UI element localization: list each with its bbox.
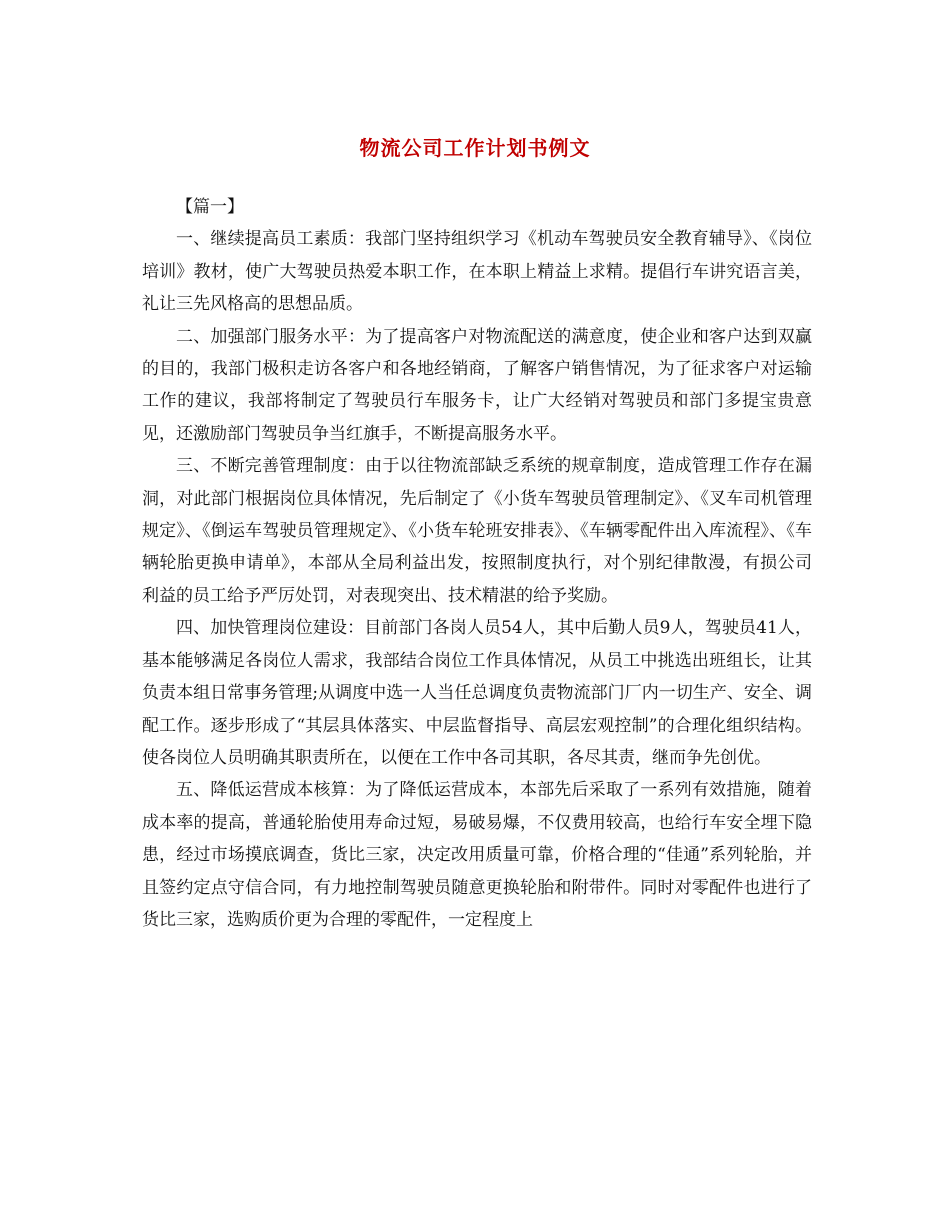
paragraph-service-level: 二、加强部门服务水平：为了提高客户对物流配送的满意度，使企业和客户达到双赢的目的，我部门极积走访各客户和各地经销商，了解客户销售情况，为了征求客户对运输工作的建议，我部将制定了驾驶员行车服务卡，让广大经销对驾驶员和部门多提宝贵意见，还激励部门驾驶员争当红旗手，不断提高服务水平。	[142, 326, 812, 444]
document-body	[142, 191, 812, 936]
paragraph-post-construction: 四、加快管理岗位建设：目前部门各岗人员54人，其中后勤人员9人，驾驶员41人，基本能够满足各岗位人需求，我部结合岗位工作具体情况，从员工中挑选出班组长，让其负责本组日常事务管理;从调度中选一人当任总调度负责物流部门厂内一切生产、安全、调配工作。逐步形成了“其层具体落实、中层监督指导、高层宏观控制”的合理化组织结构。使各岗位人员明确其职责所在，以便在工作中各司其职，各尽其责，继而争先创优。	[142, 618, 812, 768]
paragraph-staff-quality: 一、继续提高员工素质：我部门坚持组织学习《机动车驾驶员安全教育辅导》、《岗位培训》教材，使广大驾驶员热爱本职工作，在本职上精益上求精。提倡行车讲究语言美，礼让三先风格高的思想品质。	[142, 229, 812, 315]
section-heading: 【篇一】	[176, 197, 244, 217]
paragraph-management-system: 三、不断完善管理制度：由于以往物流部缺乏系统的规章制度，造成管理工作存在漏洞，对此部门根据岗位具体情况，先后制定了《小货车驾驶员管理制定》、《叉车司机管理规定》、《倒运车驾驶员管理规定》、《小货车轮班安排表》、《车辆零配件出入库流程》、《车辆轮胎更换申请单》，本部从全局利益出发，按照制度执行，对个别纪律散漫，有损公司利益的员工给予严厉处罚，对表现突出、技术精湛的给予奖励。	[142, 456, 812, 606]
document-title: 物流公司工作计划书例文	[359, 136, 591, 161]
paragraph-cost-accounting: 五、降低运营成本核算：为了降低运营成本，本部先后采取了一系列有效措施，随着成本率的提高，普通轮胎使用寿命过短，易破易爆，不仅费用较高，也给行车安全埋下隐患，经过市场摸底调查，货比三家，决定改用质量可靠，价格合理的“佳通”系列轮胎，并且签约定点守信合同，有力地控制驾驶员随意更换轮胎和附带件。同时对零配件也进行了货比三家，选购质价更为合理的零配件，一定程度上	[142, 780, 812, 930]
